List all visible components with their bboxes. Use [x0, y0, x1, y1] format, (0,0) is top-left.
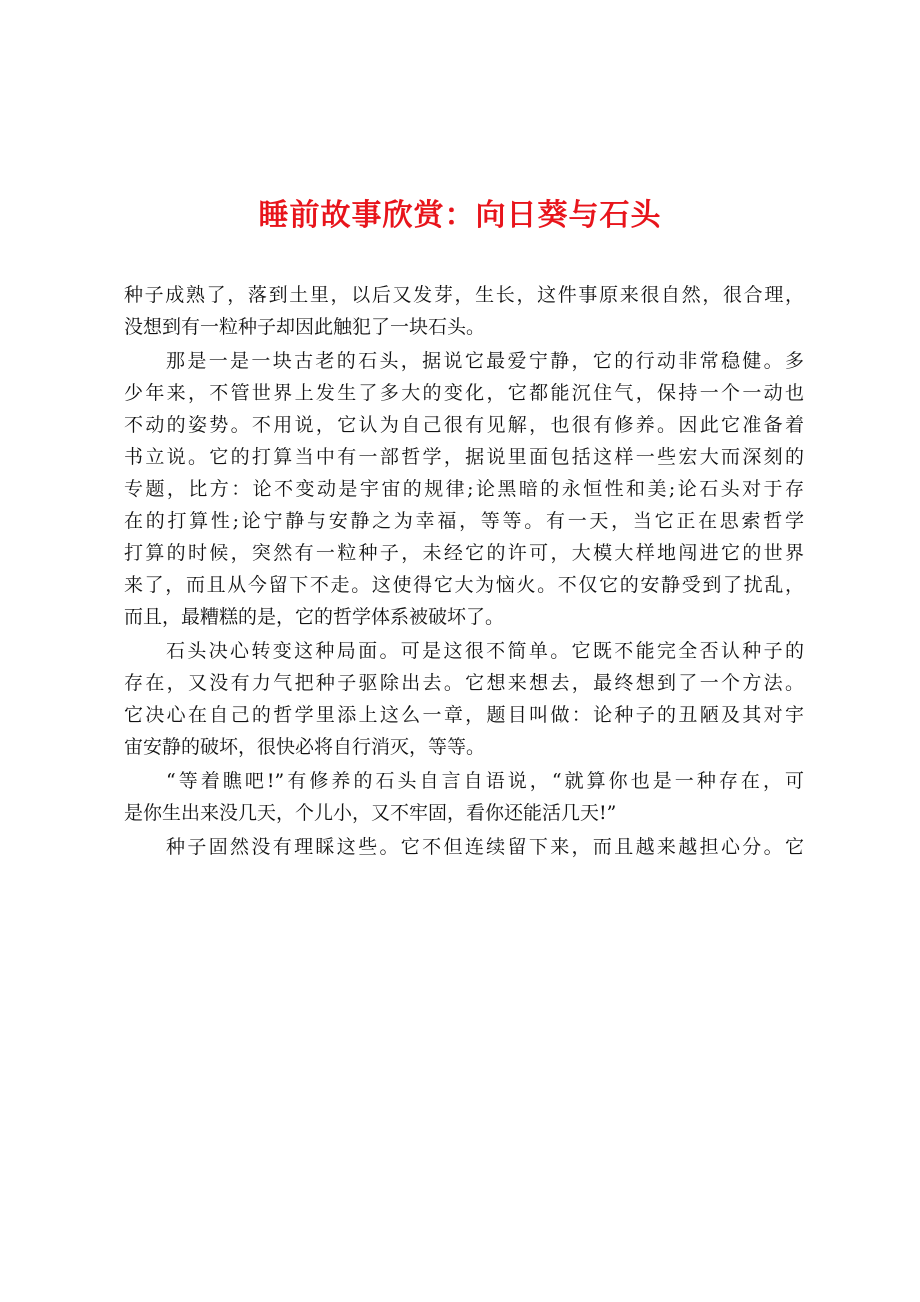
text-line: 种子固然没有理睬这些。它不但连续留下来，而且越来越担心分。它 — [166, 836, 804, 858]
text-line: 在的打算性;论宁静与安静之为幸福，等等。有一天，当它正在思索哲学 — [124, 510, 804, 532]
text-line: “等着瞧吧!”有修养的石头自言自语说，“就算你也是一种存在，可 — [166, 770, 804, 792]
text-line: 它决心在自己的哲学里添上这么一章，题目叫做：论种子的丑陋及其对宇 — [124, 704, 804, 726]
text-line: 来了，而且从今留下不走。这使得它大为恼火。不仅它的安静受到了扰乱， — [124, 574, 804, 596]
text-line: 种子成熟了，落到土里，以后又发芽，生长，这件事原来很自然，很合理， — [124, 284, 804, 306]
text-line: 而且，最糟糕的是，它的哲学体系被破坏了。 — [124, 606, 505, 628]
text-line: 是你生出来没几天，个儿小，又不牢固，看你还能活几天!” — [124, 802, 617, 824]
text-line: 宙安静的破坏，很快必将自行消灭，等等。 — [124, 736, 486, 758]
text-line: 石头决心转变这种局面。可是这很不简单。它既不能完全否认种子的 — [166, 640, 804, 662]
text-line: 打算的时候，突然有一粒种子，未经它的许可，大模大样地闯进它的世界 — [124, 542, 804, 564]
text-line: 少年来，不管世界上发生了多大的变化，它都能沉住气，保持一个一动也 — [124, 382, 804, 404]
paragraph — [124, 279, 804, 343]
document-title: 睡前故事欣赏：向日葵与石头 — [258, 198, 662, 233]
paragraph — [124, 635, 804, 763]
text-line: 存在，又没有力气把种子驱除出去。它想来想去，最终想到了一个方法。 — [124, 672, 804, 694]
paragraph — [124, 345, 804, 633]
text-line: 那是一是一块古老的石头，据说它最爱宁静，它的行动非常稳健。多 — [166, 350, 804, 372]
story-body — [124, 279, 804, 863]
text-line: 书立说。它的打算当中有一部哲学，据说里面包括这样一些宏大而深刻的 — [124, 446, 804, 468]
paragraph — [124, 765, 804, 829]
paragraph — [124, 831, 804, 863]
text-line: 专题，比方：论不变动是宇宙的规律;论黑暗的永恒性和美;论石头对于存 — [124, 478, 804, 500]
text-line: 不动的姿势。不用说，它认为自己很有见解，也很有修养。因此它准备着 — [124, 414, 804, 436]
text-line: 没想到有一粒种子却因此触犯了一块石头。 — [124, 316, 486, 338]
